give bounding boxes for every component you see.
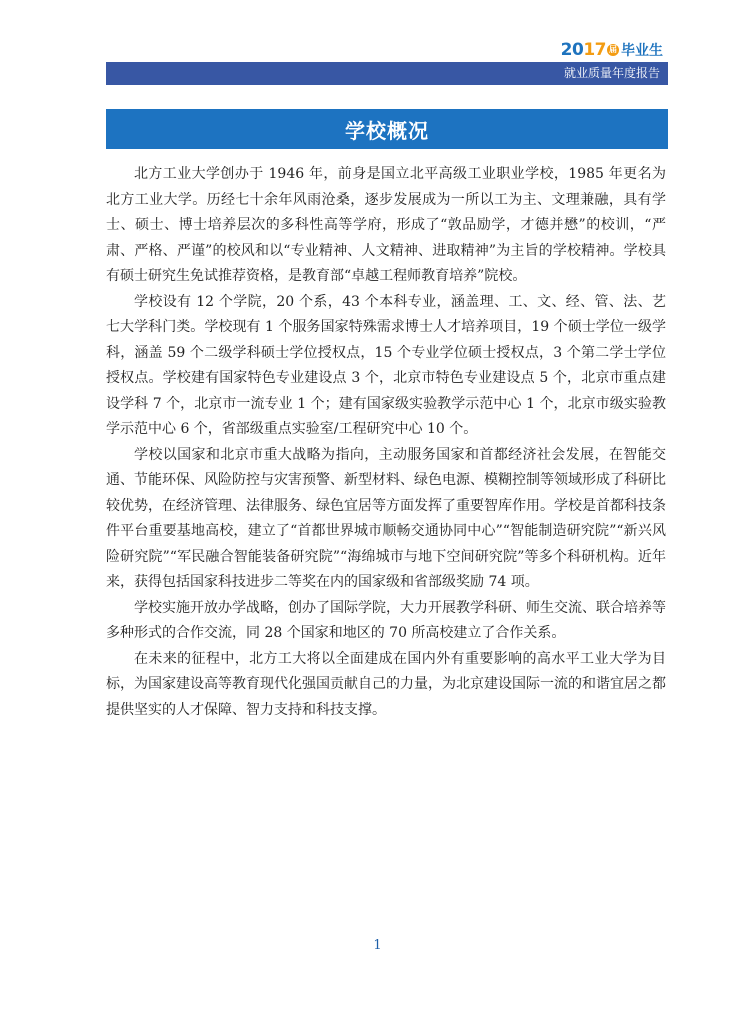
paragraph: 学校以国家和北京市重大战略为指向，主动服务国家和首都经济社会发展，在智能交通、节能环保、风险防控与灾害预警、新型材料、绿色电源、模糊控制等领域形成了科研比较优势，在经济管理、法律服务、绿色宜居等方面发挥了重要智库作用。学校是首都科技条件平台重要基地高校，建立了“首都世界城市顺畅交通协同中心”“智能制造研究院”“新兴风险研究院”“军民融合智能装备研究院”“海绵城市与地下空间研究院”等多个科研机构。近年来，获得包括国家科技进步二等奖在内的国家级和省部级奖励 74 项。 — [106, 446, 666, 590]
logo-badge-icon: 届 — [609, 45, 617, 54]
header-bar — [106, 62, 668, 85]
report-subtitle: 就业质量年度报告 — [563, 66, 660, 80]
paragraph: 北方工业大学创办于 1946 年，前身是国立北平高级工业职业学校，1985 年更名为北方工业大学。历经七十余年风雨沧桑，逐步发展成为一所以工为主、文理兼融，具有学士、硕士、博士培养层次的多科性高等学府，形成了“敦品励学，才德并懋”的校训，“严肃、严格、严谨”的校风和以“专业精神、人文精神、进取精神”为主旨的学校精神。学校具有硕士研究生免试推荐资格，是教育部“卓越工程师教育培养”院校。 — [106, 166, 666, 284]
section-title: 学校概况 — [345, 118, 429, 143]
logo-year-part1: 20 — [560, 40, 584, 60]
body-content — [106, 162, 666, 723]
paragraph: 学校实施开放办学战略，创办了国际学院，大力开展教学科研、师生交流、联合培养等多种形式的合作交流，同 28 个国家和地区的 70 所高校建立了合作关系。 — [106, 599, 666, 641]
logo-text: 毕业生 — [621, 43, 663, 59]
report-logo — [561, 40, 663, 60]
logo-year — [561, 40, 606, 60]
paragraph: 学校设有 12 个学院，20 个系，43 个本科专业，涵盖理、工、文、经、管、法、艺七大学科门类。学校现有 1 个服务国家特殊需求博士人才培养项目，19 个硕士学位一级学科，涵盖 59 个二级学科硕士学位授权点，15 个专业学位硕士授权点，3 个第二学士学位授权点。学校建有国家特色专业建设点 3 个，北京市特色专业建设点 5 个，北京市重点建设学科 7 个，北京市一流专业 1 个；建有国家级实验教学示范中心 1 个，北京市级实验教学示范中心 6 个，省部级重点实验室/工程研究中心 10 个。 — [106, 293, 666, 437]
paragraph: 在未来的征程中，北方工大将以全面建成在国内外有重要影响的高水平工业大学为目标，为国家建设高等教育现代化强国贡献自己的力量，为北京建设国际一流的和谐宜居之都提供坚实的人才保障、智力支持和科技支撑。 — [106, 650, 666, 718]
logo-year-part2: 17 — [583, 40, 606, 60]
page-number: 1 — [373, 938, 382, 953]
section-title-banner — [106, 109, 668, 149]
